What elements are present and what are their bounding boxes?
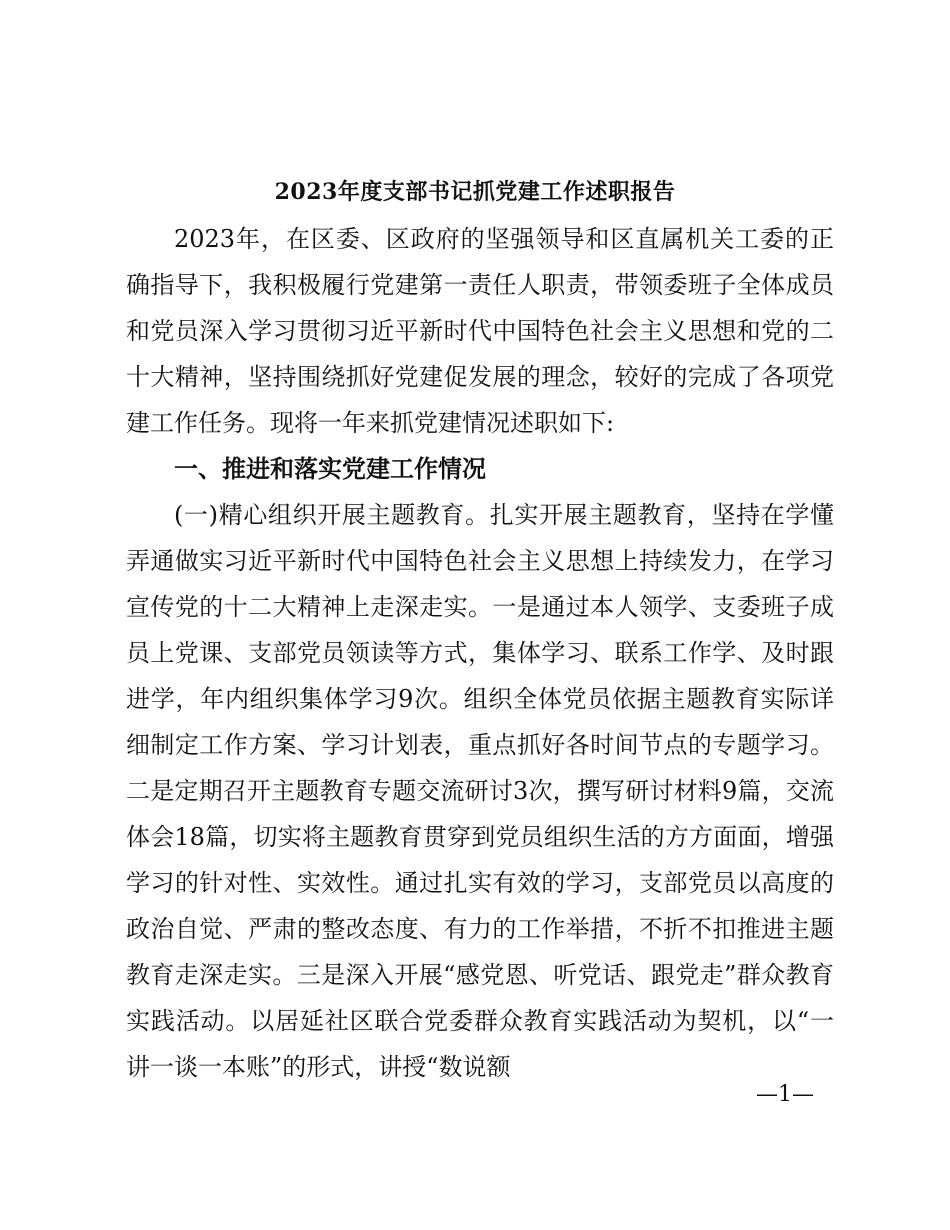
- document-title: 2023年度支部书记抓党建工作述职报告: [274, 179, 676, 205]
- section-heading: 一、推进和落实党建工作情况: [174, 455, 486, 483]
- subsection-lead: (一)精心组织开展主题教育。: [174, 501, 490, 529]
- subsection-text: 扎实开展主题教育，坚持在学懂弄通做实习近平新时代中国特色社会主义思想上持续发力，在学习宣传党的十二大精神上走深走实。一是通过本人领学、支委班子成员上党课、支部党员领读等方式，集体学习、联系工作学、及时跟进学，年内组织集体学习9次。组织全体党员依据主题教育实际详细制定工作方案、学习计划表，重点抓好各时间节点的专题学习。二是定期召开主题教育专题交流研讨3次，撰写研讨材料9篇，交流体会18篇，切实将主题教育贯穿到党员组织生活的方方面面，增强学习的针对性、实效性。通过扎实有效的学习，支部党员以高度的政治自觉、严肃的整改态度、有力的工作举措，不折不扣推进主题教育走深走实。三是深入开展“感党恩、听党话、跟党走”群众教育实践活动。以居延社区联合党委群众教育实践活动为契机，以“一讲一谈一本账”的形式，讲授“数说额: [126, 501, 834, 1081]
- page-number: —1—: [756, 1082, 814, 1107]
- intro-paragraph: 2023年，在区委、区政府的坚强领导和区直属机关工委的正确指导下，我积极履行党建第一责任人职责，带领委班子全体成员和党员深入学习贯彻习近平新时代中国特色社会主义思想和党的二十大精神，坚持围绕抓好党建促发展的理念，较好的完成了各项党建工作任务。现将一年来抓党建情况述职如下:: [126, 225, 834, 437]
- document-body: [126, 216, 834, 1090]
- subsection-paragraph: [126, 492, 834, 1090]
